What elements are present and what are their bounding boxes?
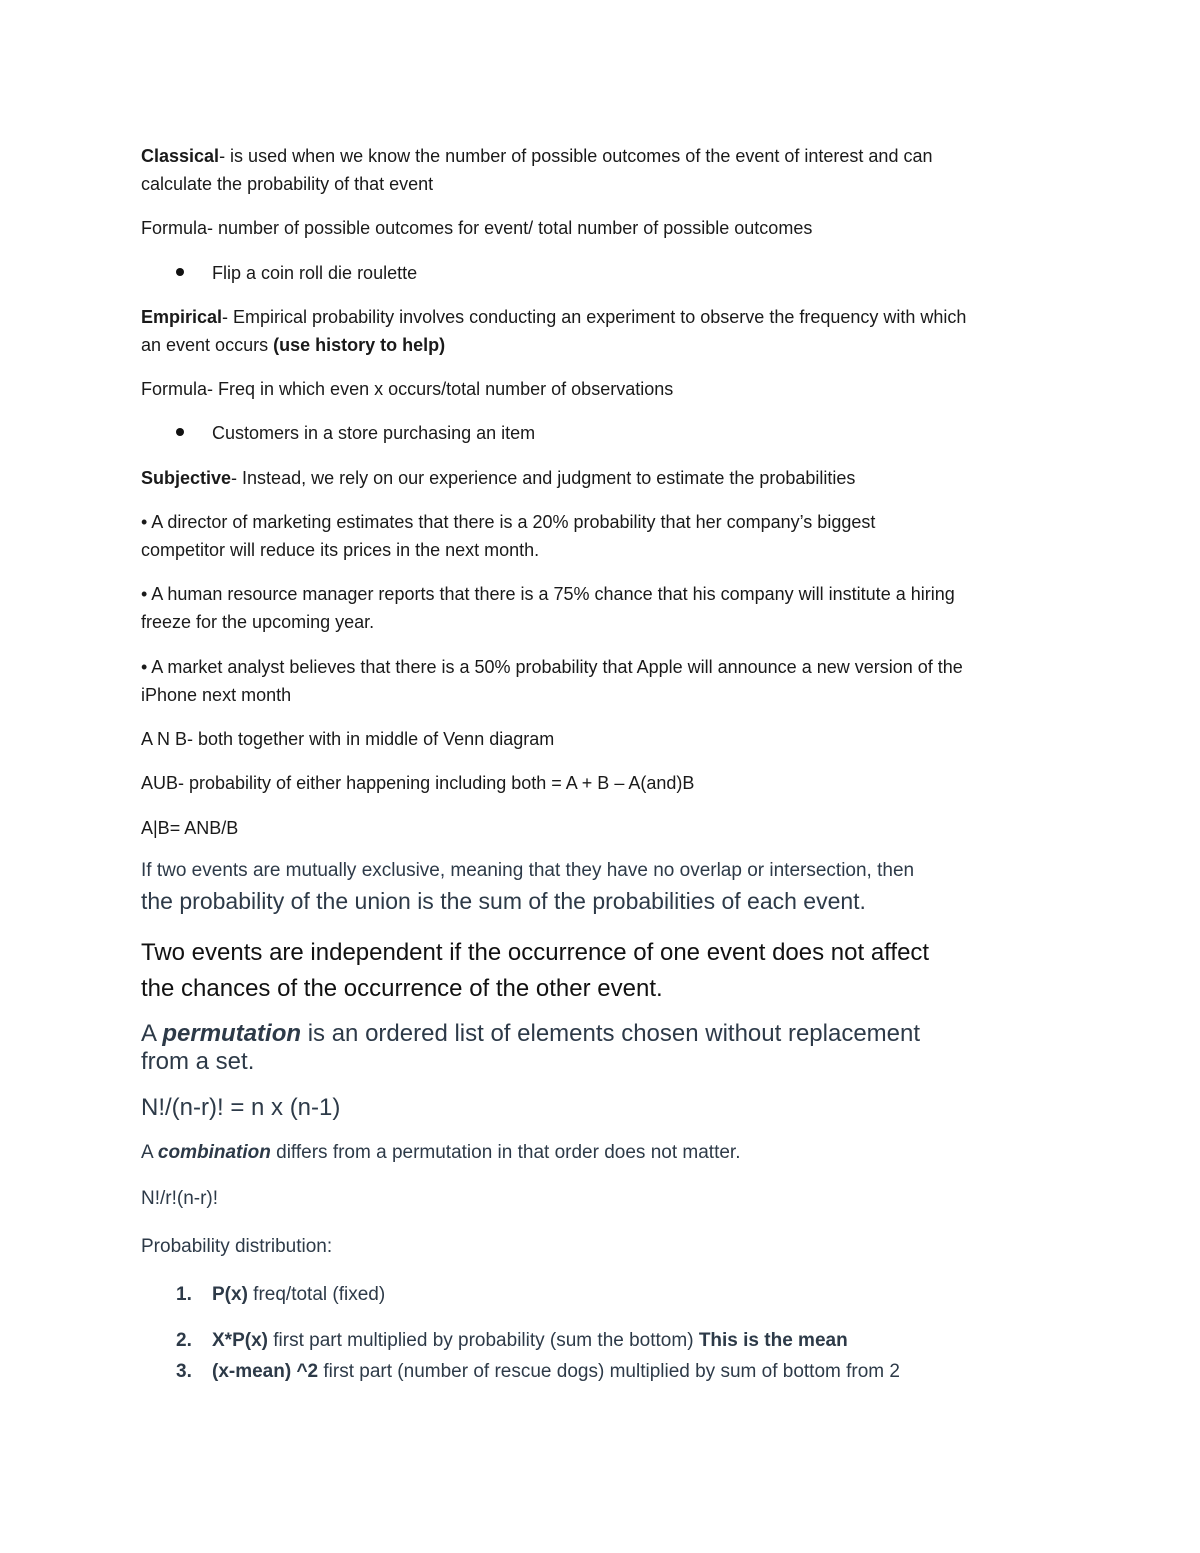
subjective-example-2-line-1: • A human resource manager reports that there is a 75% chance that his company will institute a hiring [141, 584, 955, 604]
list-item-bold: X*P(x) [212, 1330, 268, 1351]
combination-line [141, 1142, 740, 1164]
independent-line-1: Two events are independent if the occurrence of one event does not affect [141, 939, 930, 966]
empirical-text-1: - Empirical probability involves conducting an experiment to observe the frequency with which [222, 307, 967, 327]
list-item [212, 1330, 848, 1352]
list-item-bold-end: This is the mean [698, 1330, 848, 1351]
permutation-suffix: is an ordered list of elements chosen without replacement [301, 1020, 921, 1047]
permutation-prefix: A [141, 1020, 163, 1047]
permutation-term: permutation [162, 1020, 302, 1047]
classical-line-2: calculate the probability of that event [141, 174, 434, 194]
mutually-exclusive-line-2: the probability of the union is the sum of the probabilities of each event. [141, 888, 866, 914]
permutation-line-1 [141, 1019, 920, 1049]
subjective-example-3-line-1: • A market analyst believes that there is a 50% probability that Apple will announce a new version of the [141, 657, 963, 677]
empirical-line-1 [141, 306, 966, 328]
union-line: AUB- probability of either happening including both = A + B – A(and)B [141, 773, 695, 793]
subjective-example-2-line-2: freeze for the upcoming year. [141, 612, 375, 632]
classical-formula: Formula- number of possible outcomes for event/ total number of possible outcomes [141, 218, 813, 238]
subjective-example-3-line-2: iPhone next month [141, 685, 292, 705]
intersection-line: A N B- both together with in middle of Venn diagram [141, 729, 555, 749]
combination-prefix: A [141, 1142, 158, 1163]
combination-term: combination [157, 1142, 271, 1163]
empirical-text-2b: (use history to help) [273, 335, 446, 355]
list-number: 2. [176, 1330, 192, 1351]
classical-line-1 [141, 145, 932, 167]
classical-text-1: - is used when we know the number of possible outcomes of the event of interest and can [219, 146, 933, 166]
independent-line-2: the chances of the occurrence of the other event. [141, 975, 663, 1002]
empirical-text-2a: an event occurs [141, 335, 274, 355]
permutation-formula: N!/(n-r)! = n x (n-1) [141, 1094, 341, 1121]
list-item-bold: P(x) [212, 1284, 248, 1305]
list-item-text: freq/total (fixed) [247, 1284, 386, 1305]
empirical-line-2 [141, 334, 445, 356]
permutation-line-2: from a set. [141, 1048, 255, 1075]
combination-formula: N!/r!(n-r)! [141, 1188, 219, 1209]
list-item [212, 1361, 900, 1383]
subjective-example-1-line-1: • A director of marketing estimates that there is a 20% probability that her company’s biggest [141, 512, 876, 532]
empirical-bullet-text: Customers in a store purchasing an item [212, 423, 536, 443]
bullet-dot [176, 268, 184, 276]
combination-suffix: differs from a permutation in that order does not matter. [270, 1142, 741, 1163]
empirical-term: Empirical [141, 307, 223, 327]
distribution-heading: Probability distribution: [141, 1236, 333, 1257]
empirical-formula: Formula- Freq in which even x occurs/total number of observations [141, 379, 674, 399]
conditional-line: A|B= ANB/B [141, 818, 239, 838]
bullet-dot [176, 428, 184, 436]
list-item [212, 1284, 385, 1306]
subjective-text: - Instead, we rely on our experience and judgment to estimate the probabilities [231, 468, 856, 488]
classical-bullet-text: Flip a coin roll die roulette [212, 263, 418, 283]
list-item-text: first part multiplied by probability (sum the bottom) [267, 1330, 699, 1351]
subjective-example-1-line-2: competitor will reduce its prices in the next month. [141, 540, 540, 560]
subjective-term: Subjective [141, 468, 232, 488]
list-number: 3. [176, 1361, 192, 1382]
subjective-line [141, 467, 855, 489]
mutually-exclusive-line-1: If two events are mutually exclusive, meaning that they have no overlap or intersection, then [141, 860, 915, 881]
list-number: 1. [176, 1284, 192, 1305]
classical-term: Classical [141, 146, 220, 166]
list-item-text: first part (number of rescue dogs) multiplied by sum of bottom from 2 [318, 1361, 900, 1382]
list-item-bold: (x-mean) ^2 [212, 1361, 319, 1382]
